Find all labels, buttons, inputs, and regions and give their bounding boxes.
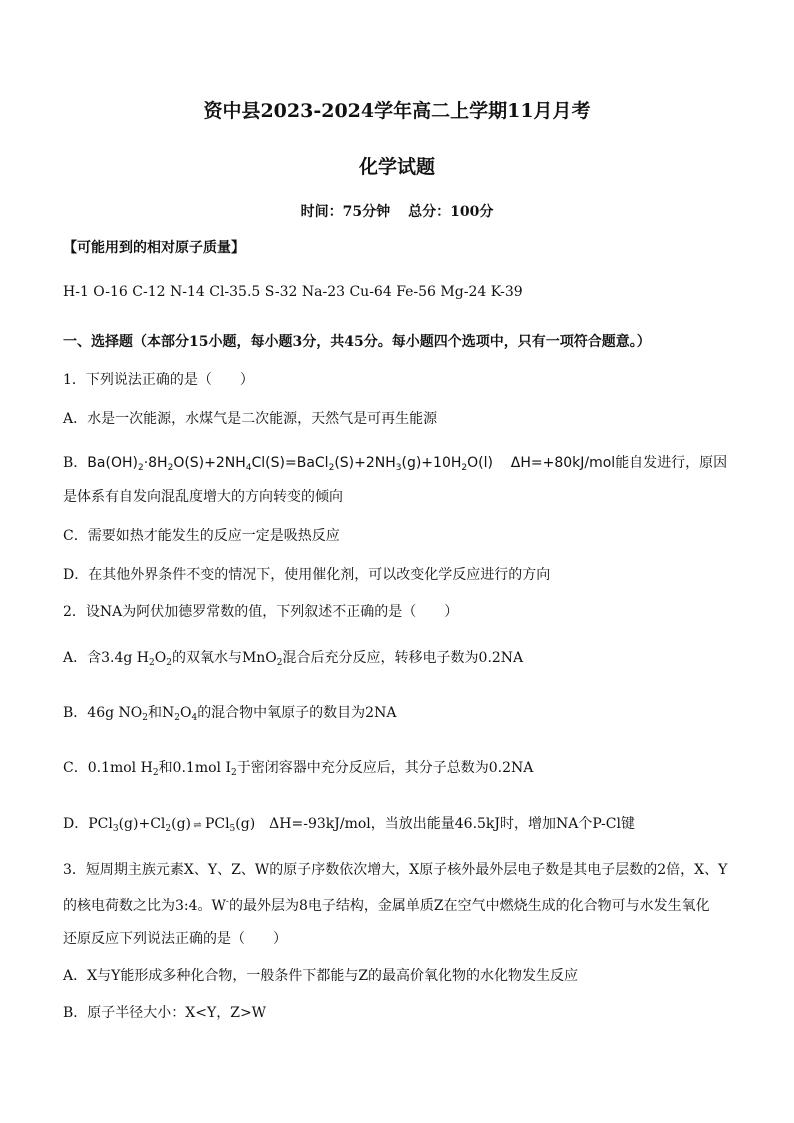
q3-option-b: B．原子半径大小：X<Y，Z>W [63, 1005, 267, 1021]
q1-option-a: A．水是一次能源，水煤气是二次能源，天然气是可再生能源 [63, 411, 438, 427]
q2-option-d: D．$PCl_3(g)+Cl_2(g)$ ⇌ PCl$_5$(g) ΔH=-93kJ/mol，当放出能量46.5kJ时，增加NA个P-Cl键 [63, 816, 635, 834]
exam-time-score [0, 201, 794, 221]
q3-line2-head: 的核电荷数之比为3:4。W [63, 898, 226, 914]
q1-option-b-line2: 是体系有自发向混乱度增大的方向转变的倾向 [63, 489, 343, 505]
q2-d-part1: D．PCl [63, 816, 113, 832]
q2-option-a: A．含3.4g $H_2O_2$的双氧水与MnO$_2$混合后充分反应，转移电子数为0.2NA [63, 650, 524, 668]
exam-subtitle: 化学试题 [358, 156, 435, 178]
q3-line1: 3．短周期主族元素X、Y、Z、W的原子序数依次增大，X原子核外最外层电子数是其电子层数的2倍，X、Y [63, 862, 728, 878]
time-info: 时间：75分钟 [300, 204, 391, 220]
equilibrium-arrow-icon: ⇌ [191, 820, 205, 831]
q2-d-part5: (g) ΔH=-93kJ/mol，当放出能量46.5kJ时，增加NA个P-Cl键 [235, 816, 635, 832]
q2-b-part3: 的混合物中氧原子的数目为2NA [197, 705, 397, 721]
q2-a-part2: 的双氧水与MnO [171, 650, 277, 666]
q2-option-b: B．46g $NO_2$和$N_2O_4$的混合物中氧原子的数目为2NA [63, 705, 397, 723]
q2-b-part2: 和N [147, 705, 175, 721]
q1-option-b-prefix: B． [63, 455, 88, 471]
atomic-mass-values: H-1 O-16 C-12 N-14 Cl-35.5 S-32 Na-23 Cu-64 Fe-56 Mg-24 K-39 [63, 284, 523, 300]
exam-title: 资中县2023-2024学年高二上学期11月月考 [203, 100, 591, 122]
q2-c-part2: 和0.1mol I [158, 760, 231, 776]
q1-stem: 1．下列说法正确的是（ ） [63, 372, 254, 388]
q1-option-c: C．需要如热才能发生的反应一定是吸热反应 [63, 528, 340, 544]
q1-option-b-tail: 能自发进行，原因 [615, 455, 728, 471]
q2-option-c: C．0.1mol $H_2$和0.1mol $I_2$于密闭容器中充分反应后，其分子总数为0.2NA [63, 760, 534, 778]
q2-stem: 2．设NA为阿伏加德罗常数的值，下列叙述不正确的是（ ） [63, 604, 459, 620]
q3-line2: 的核电荷数之比为3:4。W-的最外层为8电子结构，金属单质Z在空气中燃烧生成的化合物可与水发生氧化 [63, 897, 710, 914]
section-heading: 一、选择题（本部分15小题，每小题3分，共45分。每小题四个选项中，只有一项符合题意。） [63, 334, 651, 350]
score-info: 总分：100分 [408, 204, 494, 220]
q2-d-part3: (g) [171, 816, 192, 832]
q1-option-d: D．在其他外界条件不变的情况下，使用催化剂，可以改变化学反应进行的方向 [63, 567, 551, 583]
atomic-mass-heading: 【可能用到的相对原子质量】 [63, 240, 245, 256]
q1-option-b [63, 453, 727, 473]
q2-d-part2: (g)+Cl [118, 816, 166, 832]
q3-line2-tail: 的最外层为8电子结构，金属单质Z在空气中燃烧生成的化合物可与水发生氧化 [228, 898, 710, 914]
q3-line3: 还原反应下列说法正确的是（ ） [63, 931, 287, 947]
q2-d-part4: PCl [204, 816, 230, 832]
q2-b-part1: B．46g NO [63, 705, 143, 721]
q2-a-part3: 混合后充分反应，转移电子数为0.2NA [282, 650, 524, 666]
q3-option-a: A．X与Y能形成多种化合物，一般条件下都能与Z的最高价氧化物的水化物发生反应 [63, 968, 579, 984]
q2-c-part3: 于密闭容器中充分反应后，其分子总数为0.2NA [236, 760, 534, 776]
q1-option-b-formula: $Ba(OH)_2\cdot 8H_2O(S)+2NH_4Cl(S)=BaCl_2(S)+2NH_3(g)+10H_2O(l)$ ΔH=+80kJ/mol [87, 455, 616, 473]
q2-c-part1: C．0.1mol H [63, 760, 153, 776]
q2-a-part1: A．含3.4g H [63, 650, 149, 666]
